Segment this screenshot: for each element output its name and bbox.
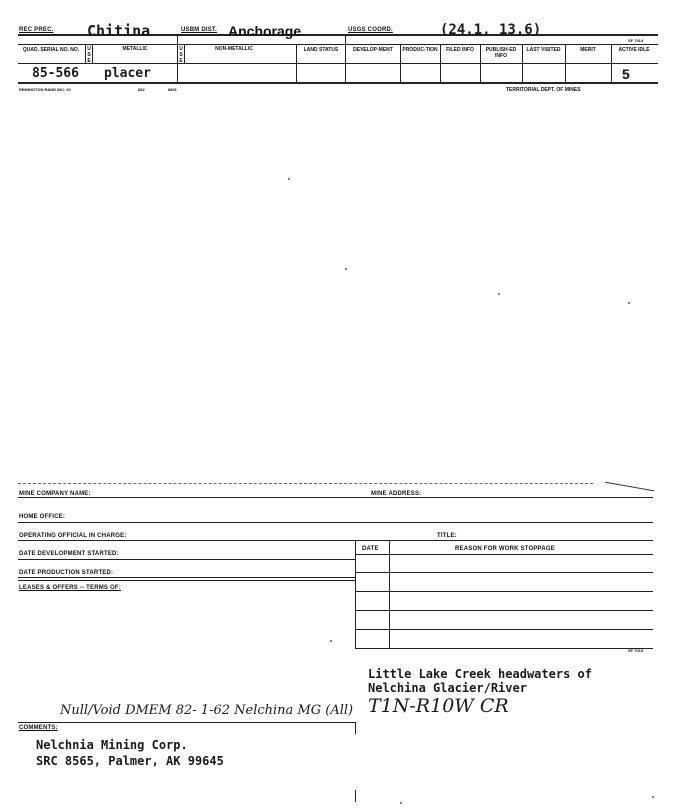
col-last-visited: LAST VISITED [526,47,561,53]
date-development-started-label: DATE DEVELOPMENT STARTED: [19,551,119,557]
comment-line-2: SRC 8565, Palmer, AK 99645 [36,754,224,768]
header-row-rule [18,44,658,45]
rule [18,580,355,581]
speck [400,802,402,804]
form-number-2: SF 7015 [628,648,644,653]
mine-company-name-label: MINE COMPANY NAME: [19,491,91,497]
printer-credit: REMINGTON RAND INC. 20 [19,87,71,92]
print-code-2: 8801 [168,87,177,92]
rule [355,648,653,649]
print-code-1: 882 [138,87,145,92]
rec-prec-value: Chitina [87,22,151,40]
rule [355,722,356,734]
operating-official-label: OPERATING OFFICIAL IN CHARGE: [19,533,127,539]
quad-serial-value: 85-566 [32,66,79,81]
col-production: PRODUC-TION [402,47,438,53]
col-merit: MERIT [580,47,596,53]
handwritten-township: T1N-R10W CR [368,695,509,717]
rule [355,610,653,611]
title-label: TITLE: [437,533,457,539]
reason-column-label: REASON FOR WORK STOPPAGE [455,546,555,552]
col-filed-info: FILED INFO [446,47,474,53]
active-idle-value: 5 [622,66,630,82]
speck [288,178,290,180]
stoppage-table-left [355,540,356,648]
lower-form-top-rule [18,483,593,484]
handwritten-null-void: Null/Void DMEM 82- 1-62 Nelchina MG (All) [60,703,354,718]
col-metallic: METALLIC [122,46,148,52]
leases-offers-label: LEASES & OFFERS -- TERMS OF: [19,585,121,591]
col-quad-serial: QUAD. SERIAL NO. NO. [22,47,80,53]
rule [18,540,653,541]
rule [18,577,355,578]
usbm-dist-label: USBM DIST. [181,27,218,33]
col-divider [296,44,297,82]
rule [355,629,653,630]
rule [355,790,356,802]
col-divider [184,44,185,63]
rule [355,591,653,592]
speck [330,640,332,642]
location-line-1: Little Lake Creek headwaters of [368,667,592,681]
speck [345,268,347,270]
home-office-label: HOME OFFICE: [19,514,66,520]
metallic-value: placer [104,66,151,81]
column-header-rule [18,63,658,64]
form-number: SF 7014 [628,38,644,43]
col-divider [92,44,93,63]
rule [355,572,653,573]
col-non-metallic: NON-METALLIC [215,46,253,52]
data-row-bottom-rule [18,82,658,84]
rule [18,497,653,498]
speck [628,302,630,304]
speck [498,293,500,295]
usgs-coord-value: (24.1, 13.6) [440,22,542,38]
col-use-2: U S E [179,46,183,64]
location-line-2: Nelchina Glacier/River [368,681,527,695]
mine-address-label: MINE ADDRESS: [371,491,422,497]
rule [18,722,355,723]
department-name: TERRITORIAL DEPT. OF MINES [506,87,581,93]
comment-line-1: Nelchnia Mining Corp. [36,738,188,752]
col-published-info: PUBLISH-ED INFO [485,47,517,59]
col-land-status: LAND STATUS [303,47,339,53]
date-production-started-label: DATE PRODUCTION STARTED: [19,570,114,576]
rec-prec-label: REC PREC. [19,27,54,33]
rule [18,559,355,560]
speck [652,796,654,798]
comments-label: COMMENTS: [19,725,58,731]
col-active-idle: ACTIVE IDLE [618,47,650,53]
usbm-dist-value: Anchorage [228,23,302,39]
rule [18,522,653,523]
usgs-coord-label: USGS COORD. [348,27,393,33]
col-development: DEVELOP-MENT [353,47,393,53]
col-use-1: U S E [87,46,91,64]
col-divider [345,44,346,82]
rule [355,554,653,555]
stoppage-table-divider [389,540,390,648]
date-column-label: DATE [362,546,379,552]
